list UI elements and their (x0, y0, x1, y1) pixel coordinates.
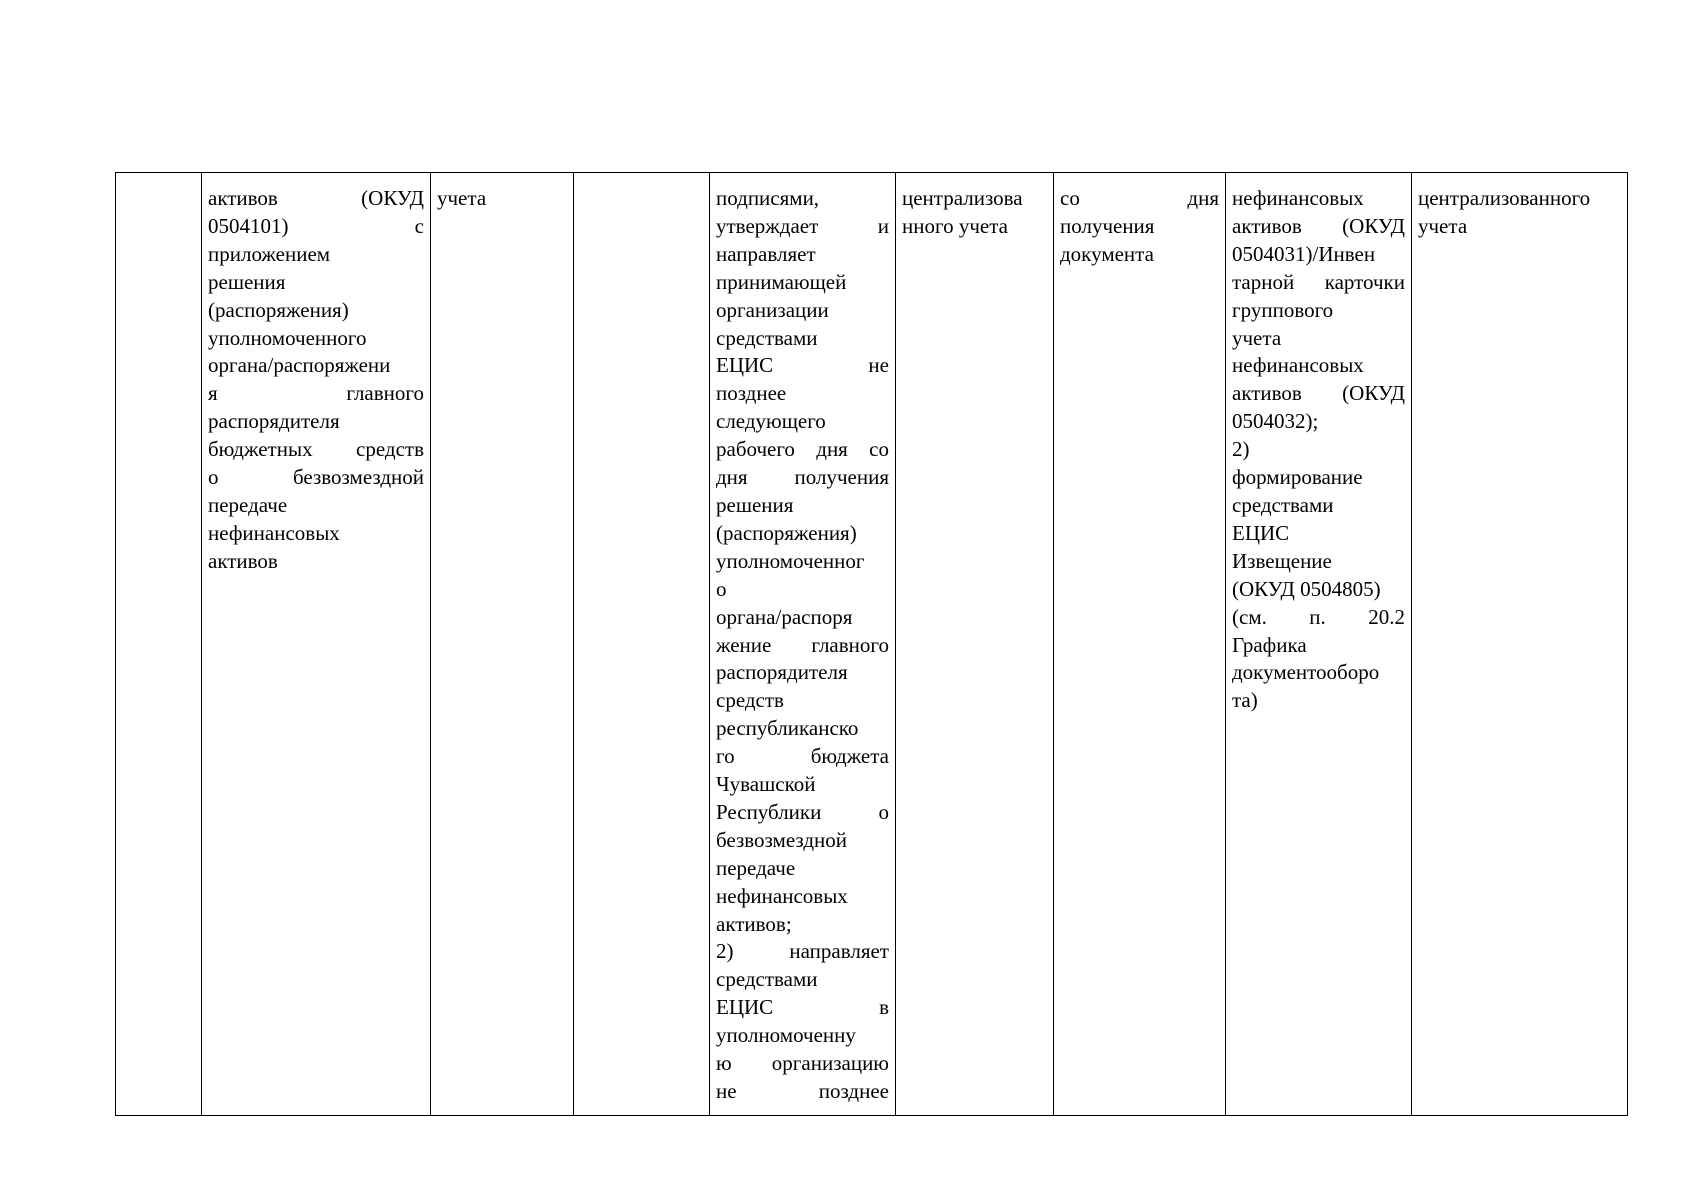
cell-text-line: (ОКУД 0504805) (1232, 576, 1381, 601)
cell-text-line: передаче (208, 492, 288, 517)
cell-text-line: решения (208, 269, 286, 294)
cell-text-line: нефинансовых (208, 520, 340, 545)
cell-text-line: средствами (716, 967, 818, 992)
cell-text-line: учета (437, 186, 487, 210)
cell-text-line: учета (1418, 213, 1468, 238)
table-cell-3 (431, 173, 574, 1116)
cell-text-line: ю организацию (716, 1051, 889, 1076)
cell-text-line: не позднее (716, 1079, 889, 1103)
cell-text-line: го бюджета (716, 744, 889, 769)
cell-text-line: 2) (1232, 437, 1250, 462)
cell-text-line: 0504101) с (208, 213, 424, 238)
cell-text-line: получения (1060, 213, 1155, 238)
cell-text-line: распорядителя (208, 409, 340, 434)
cell-text-line: со дня (1060, 186, 1219, 210)
cell-text-line: та) (1232, 688, 1258, 713)
cell-text-line: Чувашской (716, 772, 816, 797)
cell-text-line: дня получения (716, 465, 889, 490)
cell-text-line: Извещение (1232, 548, 1332, 573)
cell-text-line: документооборо (1232, 660, 1380, 685)
cell-text-line: нефинансовых (716, 883, 848, 908)
cell-text-line: тарной карточки (1232, 269, 1405, 294)
cell-text-line: я главного (208, 381, 424, 406)
cell-text-line: нефинансовых (1232, 186, 1364, 210)
table-cell-5 (710, 173, 896, 1116)
cell-text-line: безвозмездной (716, 827, 847, 852)
table-cell-7 (1054, 173, 1226, 1116)
cell-text-line: подписями, (716, 186, 820, 210)
cell-text-line: средствами (1232, 492, 1334, 517)
cell-text-line: (распоряжения) (716, 520, 857, 545)
cell-text-line: активов (ОКУД (1232, 213, 1405, 238)
cell-text-line: учета (1232, 325, 1282, 350)
cell-text-line: республиканско (716, 716, 859, 741)
cell-text-line: 0504031)/Инвен (1232, 241, 1376, 266)
cell-text-line: активов (ОКУД (1232, 381, 1405, 406)
cell-text-line: (распоряжения) (208, 297, 349, 322)
cell-text-line: органа/распоряжени (208, 353, 391, 378)
cell-text-line: организации (716, 297, 829, 322)
cell-text-line: утверждает и (716, 213, 889, 238)
table-cell-9 (1412, 173, 1628, 1116)
cell-text-line: 0504032); (1232, 409, 1319, 434)
cell-text-line: нного учета (902, 213, 1008, 238)
cell-text-line: жение главного (716, 632, 889, 657)
cell-text-line: Графика (1232, 632, 1307, 657)
cell-text-line: передаче (716, 855, 796, 880)
cell-text-line: о безвозмездной (208, 465, 424, 490)
cell-text-line: о (716, 576, 727, 601)
table-cell-8 (1226, 173, 1412, 1116)
cell-text-line: ЕЦИС в (716, 995, 889, 1020)
document-table (115, 172, 1628, 1116)
cell-text-line: активов (ОКУД (208, 186, 424, 210)
table-cell-2 (202, 173, 431, 1116)
cell-text-line: уполномоченну (716, 1023, 856, 1048)
cell-text-line: органа/распоря (716, 604, 853, 629)
cell-text-line: 2) направляет (716, 939, 889, 964)
cell-text-line: уполномоченног (716, 548, 865, 573)
cell-text-line: (см. п. 20.2 (1232, 604, 1405, 629)
cell-text-line: централизова (902, 186, 1023, 210)
cell-text-line: нефинансовых (1232, 353, 1364, 378)
cell-text-line: средствами (716, 325, 818, 350)
cell-text-line: приложением (208, 241, 331, 266)
cell-text-line: формирование (1232, 465, 1363, 490)
cell-text-line: распорядителя (716, 660, 848, 685)
cell-text-line: средств (716, 688, 784, 713)
table-cell-4 (574, 173, 710, 1116)
cell-text-line: Республики о (716, 799, 889, 824)
cell-text-line: группового (1232, 297, 1334, 322)
cell-text-line: позднее (716, 381, 787, 406)
cell-text-line: рабочего дня со (716, 437, 889, 462)
cell-text-line: ЕЦИС не (716, 353, 889, 378)
cell-text-line: направляет (716, 241, 816, 266)
cell-text-line: ЕЦИС (1232, 520, 1290, 545)
cell-text-line: следующего (716, 409, 826, 434)
cell-text-line: бюджетных средств (208, 437, 424, 462)
cell-text-line: принимающей (716, 269, 847, 294)
table-row (116, 173, 1628, 1116)
cell-text-line: решения (716, 492, 794, 517)
table-cell-1 (116, 173, 202, 1116)
cell-text-line: документа (1060, 241, 1154, 266)
cell-text-line: уполномоченного (208, 325, 367, 350)
cell-text-line: централизованного (1418, 186, 1591, 210)
cell-text-line: активов (208, 548, 278, 573)
cell-text-line: активов; (716, 911, 792, 936)
table-cell-6 (896, 173, 1054, 1116)
